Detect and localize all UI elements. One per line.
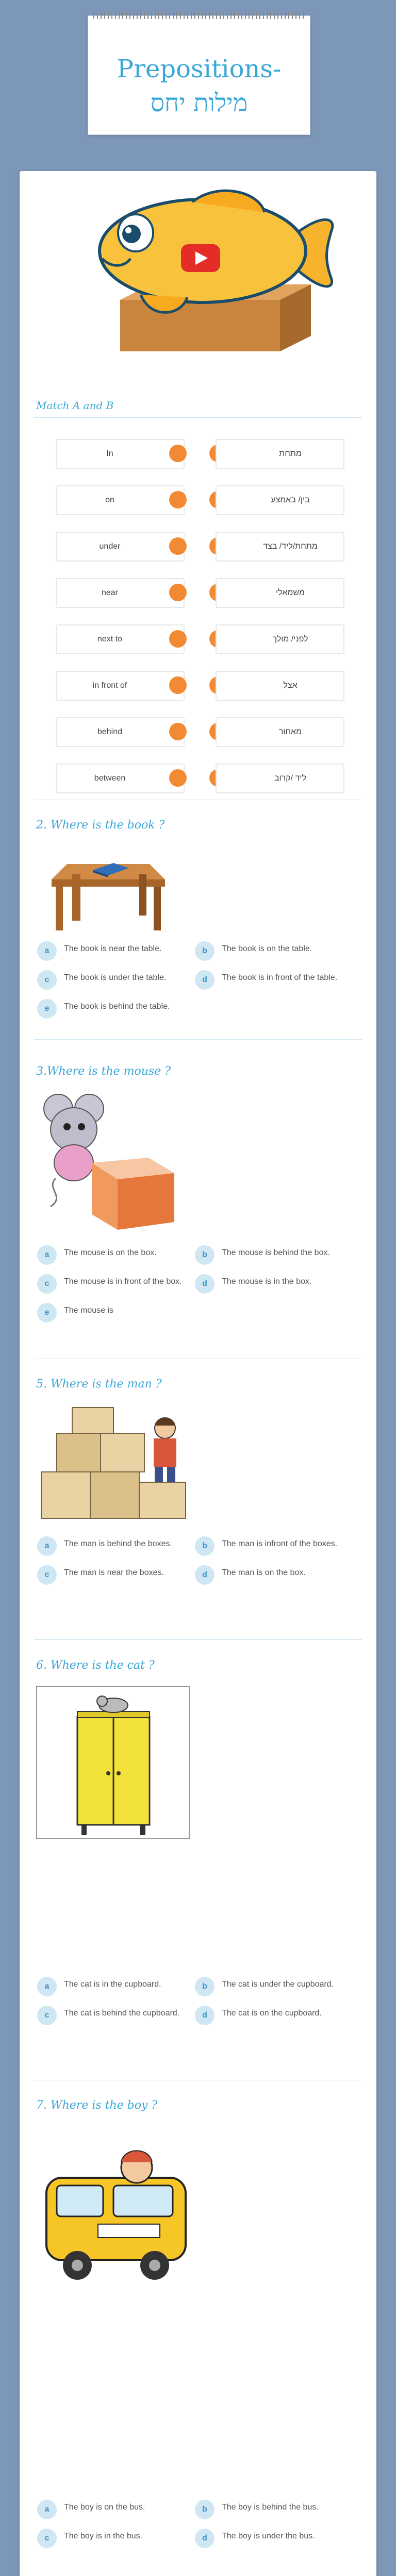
option-text: The man is behind the boxes.	[64, 1539, 172, 1548]
option-letter-badge: e	[37, 1303, 57, 1323]
option-letter-badge: d	[195, 970, 214, 990]
match-item-a[interactable]: near	[56, 578, 185, 608]
match-connector-dot[interactable]	[169, 630, 187, 648]
option-text: The cat is under the cupboard.	[222, 1980, 334, 1989]
section-divider	[34, 1639, 362, 1640]
option-text: The boy is on the bus.	[64, 2503, 145, 2512]
question-title: 2. Where is the book ?	[36, 819, 165, 832]
option-text: The cat is in the cupboard.	[64, 1980, 161, 1989]
match-item-a[interactable]: next to	[56, 624, 185, 654]
option-text: The mouse is on the box.	[64, 1248, 157, 1257]
option-text: The mouse is in front of the box.	[64, 1277, 182, 1286]
option-text: The man is infront of the boxes.	[222, 1539, 338, 1548]
option-letter-badge: d	[195, 2006, 214, 2025]
worksheet-card	[20, 171, 376, 2576]
option-letter-badge: c	[37, 970, 57, 990]
match-connector-dot[interactable]	[169, 491, 187, 509]
section-divider	[34, 1039, 362, 1040]
option-letter-badge: c	[37, 2006, 57, 2025]
option-text: The book is in front of the table.	[222, 973, 338, 982]
match-row	[56, 578, 344, 608]
option-letter-badge: b	[195, 941, 214, 961]
match-connector-dot[interactable]	[169, 769, 187, 787]
match-item-a[interactable]: between	[56, 764, 185, 793]
option-letter-badge: b	[195, 2500, 214, 2519]
option-letter-badge: a	[37, 2500, 57, 2519]
match-connector-dot[interactable]	[169, 445, 187, 462]
option-text: The book is under the table.	[64, 973, 167, 982]
cat-cupboard-picture	[36, 1686, 191, 1840]
match-row	[56, 439, 344, 469]
option-letter-badge: d	[195, 1565, 214, 1585]
match-item-b[interactable]: מתחת/ליד/ בצד	[216, 532, 344, 562]
match-item-b[interactable]: משמאלי	[216, 578, 344, 608]
option-text: The boy is in the bus.	[64, 2532, 143, 2540]
option-text: The mouse is behind the box.	[222, 1248, 330, 1257]
option-letter-badge: a	[37, 1977, 57, 1996]
match-divider	[34, 417, 362, 418]
match-connector-dot[interactable]	[169, 537, 187, 555]
question-title: 6. Where is the cat ?	[36, 1659, 155, 1672]
book-table-picture	[36, 843, 175, 934]
option-text: The book is near the table.	[64, 944, 162, 953]
match-item-b[interactable]: בין/ באמצע	[216, 485, 344, 515]
option-letter-badge: c	[37, 1565, 57, 1585]
match-item-b[interactable]: לפני/ מולך	[216, 624, 344, 654]
option-letter-badge: b	[195, 1977, 214, 1996]
option-letter-badge: d	[195, 1274, 214, 1294]
option-letter-badge: c	[37, 2529, 57, 2548]
mouse-box-picture	[35, 1086, 185, 1230]
option-text: The cat is behind the cupboard.	[64, 2009, 180, 2018]
option-text: The book is behind the table.	[64, 1002, 170, 1011]
match-item-b[interactable]: ליד /קרוב	[216, 764, 344, 793]
man-boxes-picture	[36, 1405, 196, 1523]
option-letter-badge: b	[195, 1245, 214, 1265]
option-letter-badge: a	[37, 1245, 57, 1265]
option-text: The cat is on the cupboard.	[222, 2009, 322, 2018]
match-item-a[interactable]: behind	[56, 717, 185, 747]
question-title: 5. Where is the man ?	[36, 1378, 162, 1391]
option-letter-badge: e	[37, 999, 57, 1019]
match-item-b[interactable]: אצל	[216, 671, 344, 701]
notepad-spiral	[93, 12, 305, 19]
option-letter-badge: b	[195, 1536, 214, 1556]
option-text: The mouse is	[64, 1306, 114, 1315]
video-player[interactable]	[63, 181, 337, 351]
option-letter-badge: a	[37, 941, 57, 961]
match-row	[56, 671, 344, 701]
option-text: The book is on the table.	[222, 944, 312, 953]
option-text: The man is near the boxes.	[64, 1568, 164, 1577]
match-heading: Match A and B	[36, 399, 114, 412]
option-letter-badge: d	[195, 2529, 214, 2548]
page-title: Prepositions- מילות יחס	[117, 55, 282, 117]
option-text: The boy is behind the bus.	[222, 2503, 319, 2512]
match-row	[56, 764, 344, 793]
match-row	[56, 485, 344, 515]
option-text: The man is on the box.	[222, 1568, 306, 1577]
youtube-play-icon[interactable]	[181, 244, 220, 272]
match-row	[56, 717, 344, 747]
option-letter-badge: a	[37, 1536, 57, 1556]
match-row	[56, 624, 344, 654]
match-item-a[interactable]: on	[56, 485, 185, 515]
match-connector-dot[interactable]	[169, 676, 187, 694]
match-connector-dot[interactable]	[169, 584, 187, 601]
match-item-b[interactable]: מאחור	[216, 717, 344, 747]
option-text: The boy is under the bus.	[222, 2532, 315, 2540]
match-item-b[interactable]: מתחת	[216, 439, 344, 469]
option-text: The mouse is in the box.	[222, 1277, 312, 1286]
option-letter-badge: c	[37, 1274, 57, 1294]
match-item-a[interactable]: under	[56, 532, 185, 562]
match-row	[56, 532, 344, 562]
question-title: 7. Where is the boy ?	[36, 2099, 158, 2112]
match-item-a[interactable]: In	[56, 439, 185, 469]
boy-bus-picture	[36, 2126, 191, 2296]
title-notepad	[88, 15, 310, 135]
question-title: 3.Where is the mouse ?	[36, 1065, 171, 1078]
match-item-a[interactable]: in front of	[56, 671, 185, 701]
match-connector-dot[interactable]	[169, 723, 187, 740]
